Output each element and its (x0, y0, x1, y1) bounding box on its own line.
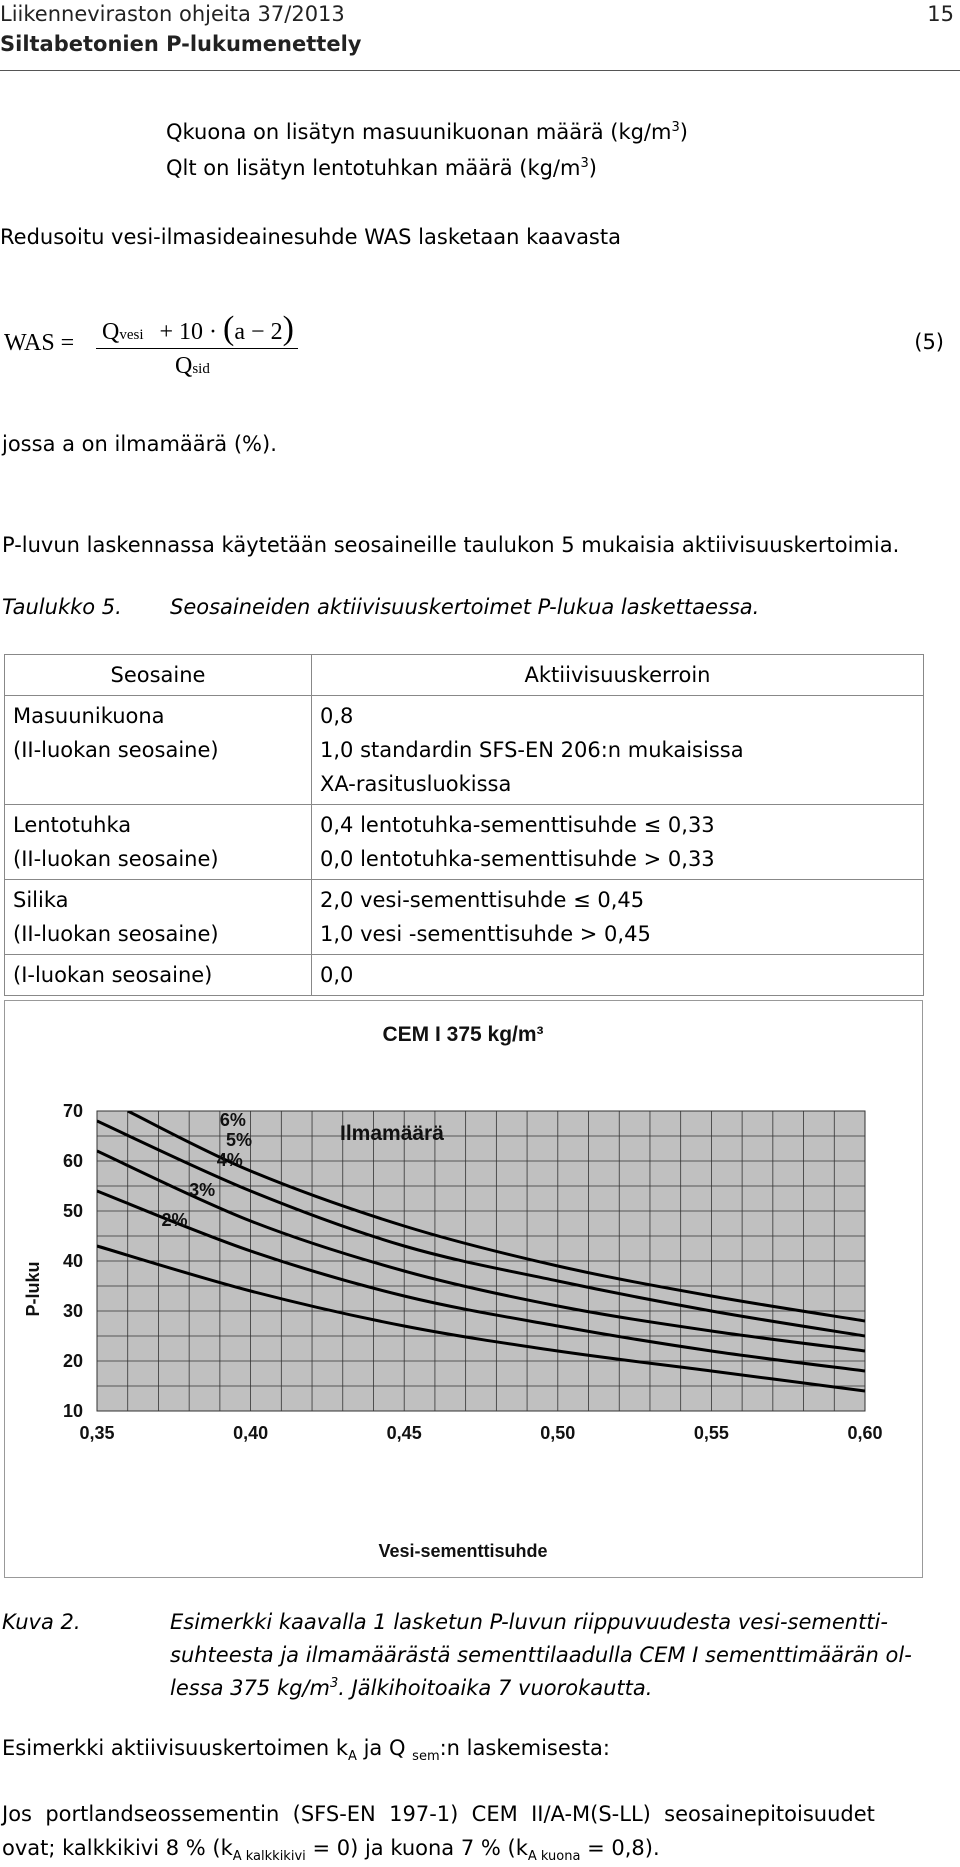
table-row (5, 955, 924, 996)
cell-line: Masuunikuona (13, 704, 165, 728)
y-tick-label: 40 (62, 1251, 83, 1271)
y-tick-label: 70 (62, 1101, 83, 1121)
equation-lhs: WAS = (4, 330, 75, 356)
x-tick-label: 0,60 (847, 1423, 883, 1443)
y-axis-label: P-luku (23, 1261, 43, 1317)
equation-number: (5) (914, 330, 944, 354)
legend-title: Ilmamäärä (340, 1122, 444, 1145)
y-tick-label: 10 (62, 1401, 83, 1421)
x-tick-label: 0,50 (540, 1423, 576, 1443)
table-cell (5, 696, 312, 805)
table-caption-label: Taulukko 5. (2, 595, 122, 619)
equation-denominator: Qsid (175, 353, 210, 379)
y-tick-label: 60 (62, 1151, 83, 1171)
x-axis-label: Vesi-sementtisuhde (378, 1541, 548, 1561)
table-row (5, 805, 924, 880)
paragraph-example-line2: ovat; kalkkikivi 8 % $(k_{A kalkkikivi} = 0)$ ja kuona 7 % $(k_{A kuona} = 0,8)$. (2, 1836, 660, 1865)
series-label-3pct: 3% (189, 1180, 216, 1200)
document-subtitle: Siltabetonien P-lukumenettely (0, 32, 362, 56)
table-caption-text: Seosaineiden aktiivisuuskertoimet P-lukua laskettaessa. (170, 595, 760, 619)
x-tick-label: 0,45 (386, 1423, 422, 1443)
table-cell (312, 696, 924, 805)
cell-line: Silika (13, 888, 69, 912)
paragraph-was-intro: Redusoitu vesi-ilmasideainesuhde WAS lasketaan kaavasta (0, 225, 621, 249)
chart-container (4, 1000, 923, 1578)
cell-line: 0,8 (320, 704, 354, 728)
series-label-2pct: 2% (161, 1210, 188, 1230)
figure-caption-label: Kuva 2. (2, 1610, 81, 1634)
definition-qlt: Qlt on lisätyn lentotuhkan määrä $(kg/m^3)$ (166, 156, 597, 180)
y-tick-label: 50 (62, 1201, 83, 1221)
table-header-kerroin: Aktiivisuuskerroin (312, 655, 924, 696)
cell-line: 0,0 (320, 963, 354, 987)
fraction-bar (96, 348, 298, 349)
table-row (5, 696, 924, 805)
cell-line: (I-luokan seosaine) (13, 963, 213, 987)
x-tick-label: 0,40 (233, 1423, 269, 1443)
table-cell (5, 955, 312, 996)
figure-caption-line2: suhteesta ja ilmamäärästä sementtilaadulla CEM I sementtimäärän ol- (170, 1643, 912, 1667)
cell-line: (II-luokan seosaine) (13, 847, 219, 871)
table-cell (312, 880, 924, 955)
definition-qkuona: Qkuona on lisätyn masuunikuonan määrä $(kg/m^3)$ (166, 120, 688, 144)
table-header-seosaine: Seosaine (5, 655, 312, 696)
cell-line: 0,4 lentotuhka-sementtisuhde ≤ 0,33 (320, 813, 715, 837)
x-tick-label: 0,35 (79, 1423, 115, 1443)
series-label-6pct: 6% (219, 1110, 246, 1130)
table-cell (5, 880, 312, 955)
table-cell (5, 805, 312, 880)
header-rule (0, 70, 960, 71)
cell-line: 1,0 vesi -sementtisuhde > 0,45 (320, 922, 651, 946)
paragraph-example-line1: Jos portlandseossementin (SFS-EN 197-1) CEM II/A-M(S-LL) seosainepitoisuudet (2, 1802, 875, 1826)
cell-line: XA-rasitusluokissa (320, 772, 512, 796)
paragraph-example-intro: Esimerkki aktiivisuuskertoimen $k_A$ ja Q $_{sem}$:n laskemisesta: (2, 1736, 610, 1765)
table-row (5, 880, 924, 955)
table-cell (312, 955, 924, 996)
equation-numerator: Qvesi + 10 · (a − 2) (102, 310, 294, 347)
document-title: Liikenneviraston ohjeita 37/2013 (0, 2, 345, 26)
table-header-row (5, 655, 924, 696)
table-cell (312, 805, 924, 880)
paragraph-air-content: jossa a on ilmamäärä (%). (2, 432, 277, 456)
page-number: 15 (927, 2, 954, 26)
paragraph-coefficients: P-luvun laskennassa käytetään seosaineille taulukon 5 mukaisia aktiivisuuskertoimia. (2, 533, 900, 557)
x-tick-label: 0,55 (693, 1423, 729, 1443)
series-label-4pct: 4% (216, 1150, 243, 1170)
cell-line: (II-luokan seosaine) (13, 922, 219, 946)
coefficient-table (4, 654, 924, 996)
y-tick-label: 30 (62, 1301, 83, 1321)
cell-line: 1,0 standardin SFS-EN 206:n mukaisissa (320, 738, 744, 762)
cell-line: 0,0 lentotuhka-sementtisuhde > 0,33 (320, 847, 715, 871)
cell-line: (II-luokan seosaine) (13, 738, 219, 762)
figure-caption-line3: lessa 375 $kg/m^3$. Jälkihoitoaika 7 vuorokautta. (170, 1676, 653, 1700)
cell-line: 2,0 vesi-sementtisuhde ≤ 0,45 (320, 888, 645, 912)
y-tick-label: 20 (62, 1351, 83, 1371)
p-luku-chart (5, 1001, 922, 1577)
series-label-5pct: 5% (226, 1130, 253, 1150)
figure-caption-line1: Esimerkki kaavalla 1 lasketun P-luvun riippuvuudesta vesi-sementti- (170, 1610, 888, 1634)
cell-line: Lentotuhka (13, 813, 132, 837)
chart-title: CEM I 375 kg/m³ (382, 1023, 544, 1046)
